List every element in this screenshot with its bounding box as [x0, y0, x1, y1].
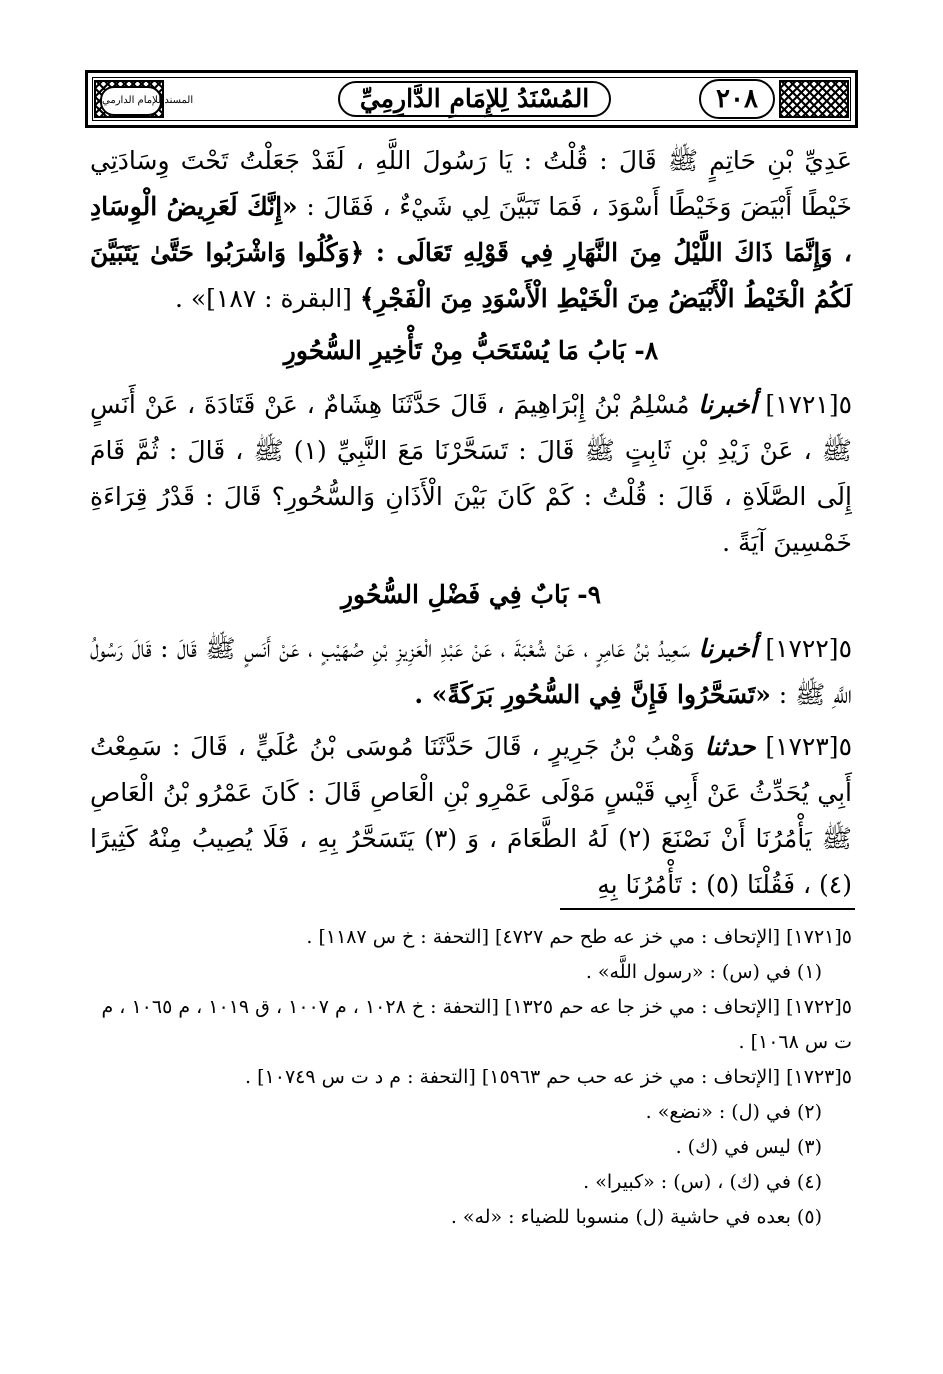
transmission-verb: حدثنا	[704, 732, 756, 761]
hadith-1723	[90, 724, 852, 908]
hadith-number: ٥[١٧٢٢]	[765, 634, 852, 663]
hadith-text: وَهْبُ بْنُ جَرِيرٍ ، قَالَ حَدَّثَنَا مُوسَى بْنُ عُلَيٍّ ، قَالَ : سَمِعْتُ أَبِي يُحَدِّثُ عَنْ أَبِي قَيْسٍ مَوْلَى عَمْرِو بْنِ الْعَاصِ قَالَ : كَانَ عَمْرُو بْنُ الْعَاصِ ﷺ يَأْمُرُنَا أَنْ نَصْنَعَ (٢) لَهُ الطَّعَامَ ، وَ (٣) يَتَسَحَّرُ بِهِ ، فَلَا يُصِيبُ مِنْهُ كَثِيرًا (٤) ، فَقُلْنَا (٥) : تَأْمُرُنَا بِهِ	[90, 732, 852, 899]
footnote-ref-1723: ٥[١٧٢٣] [الإتحاف : مي خز عه حب حم ١٥٩٦٣] [التحفة : م د ت س ١٠٧٤٩] .	[245, 1066, 852, 1088]
footnote-5: (٥) بعده في حاشية (ل) منسوبا للضياء : «له» .	[450, 1206, 822, 1228]
page-number: ٢٠٨	[699, 79, 775, 119]
footnote-4: (٤) في (ك) ، (س) : «كبيرا» .	[583, 1171, 822, 1193]
hadith-quote: «تَسَحَّرُوا فَإِنَّ فِي السُّحُورِ بَرَكَةً» .	[414, 680, 771, 709]
footnotes	[90, 920, 852, 1235]
footnote-1: (١) في (س) : «رسول اللَّه» .	[585, 961, 822, 983]
hadith-number: ٥[١٧٢٣]	[765, 732, 852, 761]
hadith-1722	[90, 626, 852, 718]
paragraph-continuation	[90, 138, 852, 322]
footnote-3: (٣) ليس في (ك) .	[675, 1136, 822, 1158]
footnote-2: (٢) في (ل) : «نضع» .	[645, 1101, 822, 1123]
chapter-heading-9: ٩- بَابٌ فِي فَضْلِ السُّحُورِ	[340, 580, 602, 609]
hadith-number: ٥[١٧٢١]	[765, 390, 853, 419]
footnote-separator	[560, 908, 855, 910]
footnote-ref-1722: ٥[١٧٢٢] [الإتحاف : مي خز جا عه حم ١٣٢٥] [التحفة : خ ١٠٢٨ ، م ١٠٠٧ ، ق ١٠١٩ ، م ١٠٦٥ ، م ت س ١٠٦٨] .	[101, 996, 852, 1053]
header-ornament-left	[94, 80, 194, 118]
book-emblem: المسند للإمام الدارمي	[100, 86, 162, 116]
p1-text: عَدِيِّ بْنِ حَاتِمٍ ﷺ قَالَ : قُلْتُ : يَا رَسُولَ اللَّهِ ، لَقَدْ جَعَلْتُ تَحْتَ وِسَادَتِي خَيْطًا أَبْيَضَ وَخَيْطًا أَسْوَدَ ، فَمَا تَبَيَّنَ لِي شَيْءٌ ، فَقَالَ :	[90, 146, 852, 221]
p1-citation: [البقرة : ١٨٧]» .	[174, 284, 352, 313]
header-ornament-right	[779, 80, 849, 118]
hadith-text: مُسْلِمُ بْنُ إِبْرَاهِيمَ ، قَالَ حَدَّثَنَا هِشَامٌ ، عَنْ قَتَادَةَ ، عَنْ أَنَسٍ ﷺ ، عَنْ زَيْدِ بْنِ ثَابِتٍ ﷺ قَالَ : تَسَحَّرْنَا مَعَ النَّبِيِّ (١) ﷺ ، قَالَ : ثُمَّ قَامَ إِلَى الصَّلَاةِ ، قَالَ : قُلْتُ : كَمْ كَانَ بَيْنَ الْأَذَانِ وَالسُّحُورِ؟ قَالَ : قَدْرُ قِرَاءَةِ خَمْسِينَ آيَةً .	[90, 390, 852, 557]
p1-quote: «إِنَّكَ لَعَرِيضُ الْوِسَادِ ، وَإِنَّمَا ذَاكَ اللَّيْلُ مِنَ النَّهَارِ فِي قَوْلِهِ تَعَالَى : ﴿وَكُلُوا وَاشْرَبُوا حَتَّىٰ يَتَبَيَّنَ لَكُمُ الْخَيْطُ الْأَبْيَضُ مِنَ الْخَيْطِ الْأَسْوَدِ مِنَ الْفَجْرِ﴾	[90, 192, 852, 313]
footnote-ref-1721: ٥[١٧٢١] [الإتحاف : مي خز عه طح حم ٤٧٢٧] [التحفة : خ س ١١٨٧] .	[306, 926, 852, 948]
transmission-verb: أخبرنا	[698, 390, 757, 419]
hadith-text: سَعِيدُ بْنُ عَامِرٍ ، عَنْ شُعْبَةَ ، عَنْ عَبْدِ الْعَزِيزِ بْنِ صُهَيْبٍ ، عَنْ أَنَسٍ ﷺ قَالَ : قَالَ رَسُولُ اللَّهِ ﷺ :	[90, 634, 852, 709]
running-title: المُسْنَدُ لِلإِمَامِ الدَّارِمِيِّ	[338, 81, 611, 117]
main-text	[90, 138, 852, 908]
chapter-heading-8: ٨- بَابُ مَا يُسْتَحَبُّ مِنْ تَأْخِيرِ السُّحُورِ	[283, 336, 659, 365]
transmission-verb: أخبرنا	[698, 634, 757, 663]
page-header	[85, 70, 858, 128]
hadith-1721	[90, 382, 852, 566]
